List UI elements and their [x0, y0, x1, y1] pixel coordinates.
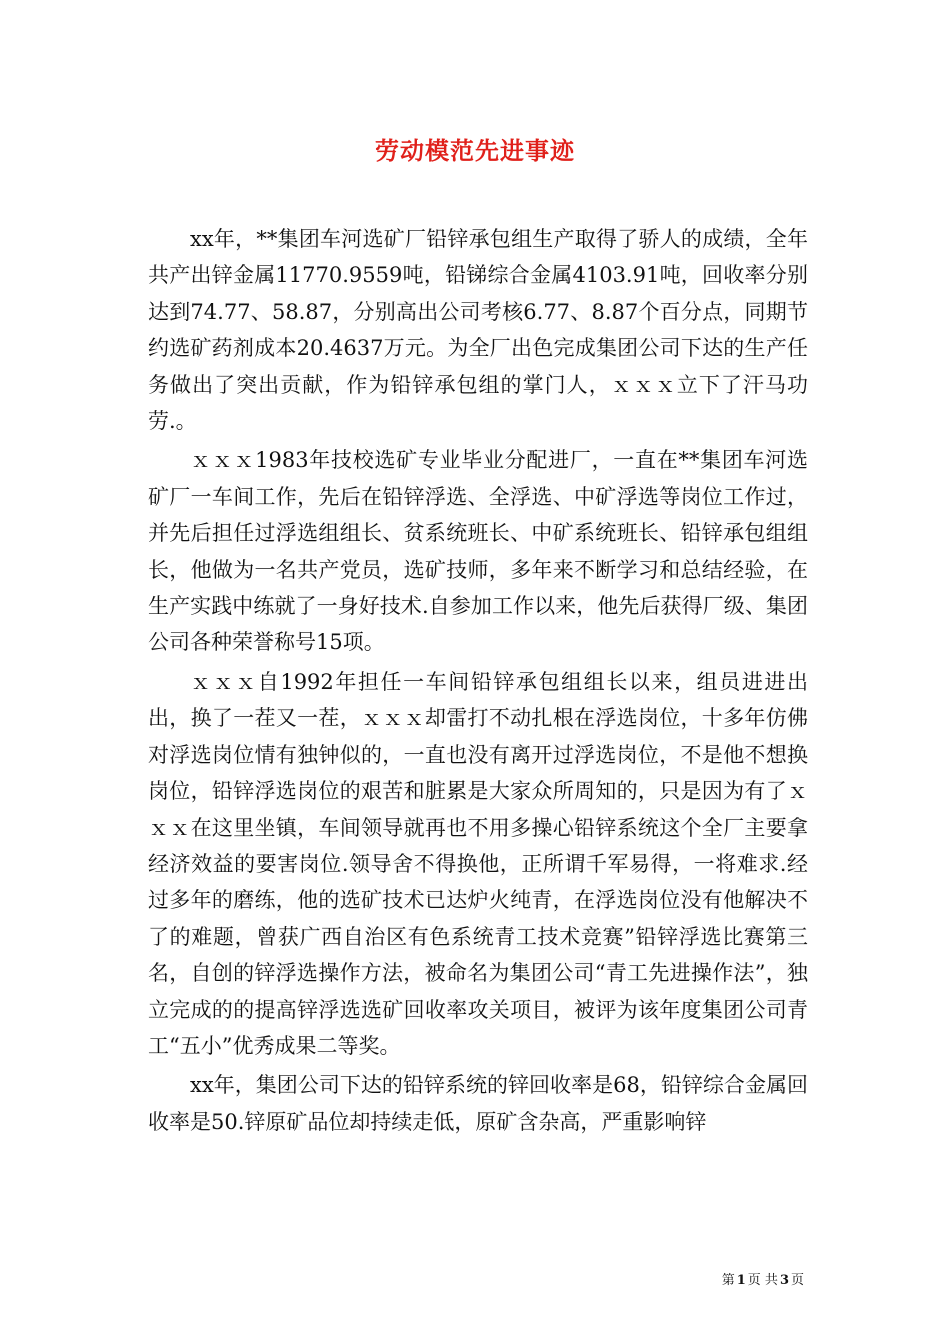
- paragraph: ｘｘｘ1983年技校选矿专业毕业分配进厂，一直在**集团车河选矿厂一车间工作，先后在铅锌浮选、全浮选、中矿浮选等岗位工作过，并先后担任过浮选组组长、贫系统班长、中矿系统班长、铅锌承包组组长，他做为一名共产党员，选矿技师，多年来不断学习和总结经验，在生产实践中练就了一身好技术.自参加工作以来，他先后获得厂级、集团公司各种荣誉称号15项。: [148, 448, 808, 655]
- paragraph: xx年，**集团车河选矿厂铅锌承包组生产取得了骄人的成绩，全年共产出锌金属11770.9559吨，铅锑综合金属4103.91吨，回收率分别达到74.77、58.87，分别高出公司考核6.77、8.87个百分点，同期节约选矿药剂成本20.4637万元。为全厂出色完成集团公司下达的生产任务做出了突出贡献，作为铅锌承包组的掌门人，ｘｘｘ立下了汗马功劳.。: [148, 227, 808, 434]
- footer-suffix: 页: [790, 1273, 804, 1288]
- current-page-number: 1: [736, 1273, 746, 1288]
- total-pages-number: 3: [779, 1273, 789, 1288]
- paragraph: ｘｘｘ自1992年担任一车间铅锌承包组组长以来，组员进进出出，换了一茬又一茬，ｘｘｘ却雷打不动扎根在浮选岗位，十多年仿佛对浮选岗位情有独钟似的，一直也没有离开过浮选岗位，不是他不想换岗位，铅锌浮选岗位的艰苦和脏累是大家众所周知的，只是因为有了ｘｘｘ在这里坐镇，车间领导就再也不用多操心铅锌系统这个全厂主要拿经济效益的要害岗位.领导舍不得换他，正所谓千军易得，一将难求.经过多年的磨练，他的选矿技术已达炉火纯青，在浮选岗位没有他解决不了的难题，曾获广西自治区有色系统青工技术竞赛”铅锌浮选比赛第三名，自创的锌浮选操作方法，被命名为集团公司“青工先进操作法”，独立完成的的提高锌浮选选矿回收率攻关项目，被评为该年度集团公司青工“五小”优秀成果二等奖。: [148, 669, 808, 1058]
- page-number-footer: [722, 1269, 804, 1288]
- document-body: [148, 221, 808, 1143]
- footer-prefix: 第: [721, 1273, 735, 1288]
- footer-middle: 页 共: [747, 1273, 778, 1288]
- paragraph: xx年，集团公司下达的铅锌系统的锌回收率是68，铅锌综合金属回收率是50.锌原矿品位却持续走低，原矿含杂高，严重影响锌: [148, 1073, 808, 1134]
- document-title: 劳动模范先进事迹: [375, 136, 575, 165]
